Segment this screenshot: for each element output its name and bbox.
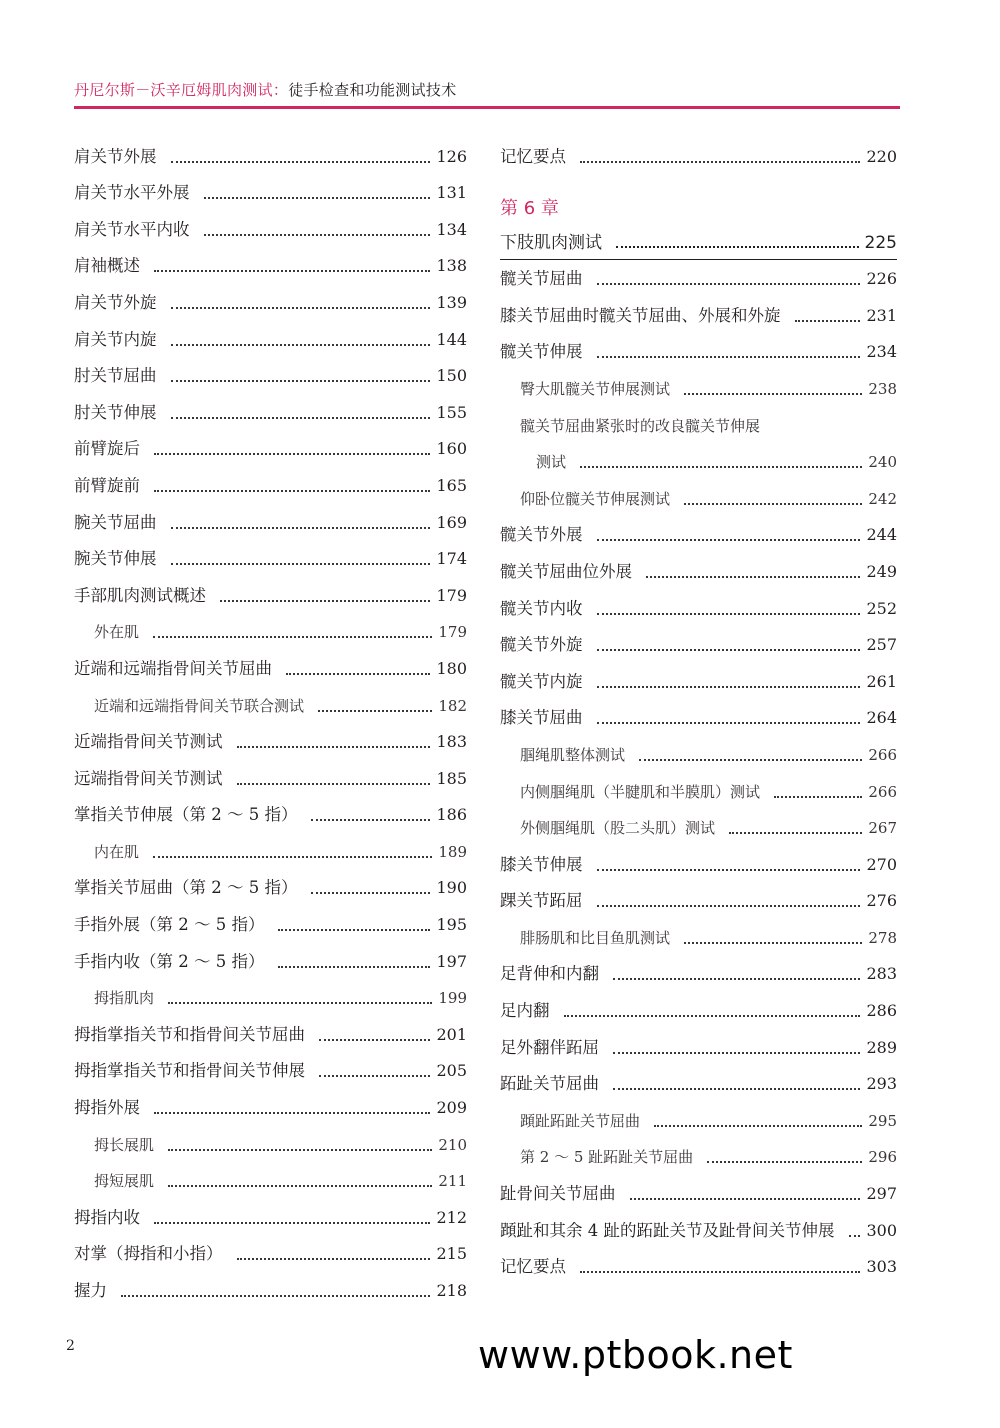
toc-entry-label: 拇指外展 <box>74 1098 140 1118</box>
toc-entry[interactable] <box>500 1174 897 1211</box>
toc-entry-label: 肩关节内旋 <box>74 329 157 349</box>
dot-leader <box>311 892 430 894</box>
dot-leader <box>597 613 861 615</box>
toc-entry-page: 295 <box>868 1111 897 1130</box>
toc-entry[interactable] <box>500 296 897 333</box>
toc-entry-label: 膝关节屈曲时髋关节屈曲、外展和外旋 <box>500 305 781 325</box>
toc-entry[interactable] <box>74 942 467 979</box>
dot-leader <box>597 356 861 358</box>
toc-entry-label: 臀大肌髋关节伸展测试 <box>520 379 671 398</box>
toc-entry-page: 179 <box>438 623 467 642</box>
toc-entry-page: 197 <box>436 951 467 971</box>
dot-leader <box>171 563 431 565</box>
toc-entry[interactable] <box>500 137 897 174</box>
toc-entry-label: 仰卧位髋关节伸展测试 <box>520 489 671 508</box>
toc-entry-page: 138 <box>436 256 467 276</box>
toc-entry[interactable] <box>74 1271 467 1308</box>
toc-entry[interactable] <box>74 832 467 869</box>
toc-entry-label: 膝关节屈曲 <box>500 708 583 728</box>
toc-entry[interactable] <box>74 283 467 320</box>
toc-entry[interactable] <box>500 369 897 406</box>
dot-leader <box>278 966 430 968</box>
dot-leader <box>168 1002 432 1004</box>
toc-entry-label: 拇指内收 <box>74 1207 140 1227</box>
dot-leader <box>154 1112 430 1114</box>
toc-entry[interactable] <box>74 723 467 760</box>
chapter-number: 第 6 章 <box>500 197 559 219</box>
running-header <box>74 80 900 109</box>
toc-entry-page: 242 <box>868 489 897 508</box>
toc-entry[interactable] <box>500 1065 897 1102</box>
toc-entry-label: 腕关节屈曲 <box>74 512 157 532</box>
toc-entry-page: 266 <box>868 782 897 801</box>
watermark: www.ptbook.net <box>478 1333 793 1377</box>
toc-entry[interactable] <box>500 443 897 480</box>
toc-entry-label: 对掌（拇指和小指） <box>74 1244 223 1264</box>
toc-entry[interactable] <box>74 869 467 906</box>
dot-leader <box>580 1271 860 1273</box>
dot-leader <box>286 673 430 675</box>
toc-entry[interactable] <box>500 1028 897 1065</box>
dot-leader <box>153 636 432 638</box>
toc-entry-page: 240 <box>868 453 897 472</box>
toc-entry-label: 足背伸和内翻 <box>500 964 599 984</box>
toc-entry[interactable] <box>500 406 897 443</box>
toc-entry-page: 183 <box>436 732 467 752</box>
toc-entry-label: 蹞趾跖趾关节屈曲 <box>520 1111 641 1130</box>
toc-entry-label: 肩关节外展 <box>74 146 157 166</box>
toc-entry-page: 296 <box>868 1148 897 1167</box>
toc-entry[interactable] <box>74 137 467 174</box>
toc-entry-page: 169 <box>436 512 467 532</box>
toc-entry-label: 踝关节跖屈 <box>500 891 583 911</box>
toc-entry-label: 掌指关节伸展（第 2 ～ 5 指） <box>74 805 298 825</box>
toc-entry-label: 第 2 ～ 5 趾跖趾关节屈曲 <box>520 1148 694 1167</box>
dot-leader <box>795 320 861 322</box>
toc-entry-label: 肩关节外旋 <box>74 292 157 312</box>
dot-leader <box>171 307 431 309</box>
toc-entry-page: 182 <box>438 696 467 715</box>
dot-leader <box>597 905 861 907</box>
toc-entry-page: 270 <box>866 854 897 874</box>
toc-entry-label: 内侧腘绳肌（半腱肌和半膜肌）测试 <box>520 782 761 801</box>
toc-entry[interactable] <box>500 1101 897 1138</box>
toc-entry[interactable] <box>74 174 467 211</box>
toc-entry[interactable] <box>74 1088 467 1125</box>
toc-entry-label: 掌指关节屈曲（第 2 ～ 5 指） <box>74 878 298 898</box>
toc-entry-label: 近端和远端指骨间关节联合测试 <box>94 696 305 715</box>
toc-entry[interactable] <box>74 576 467 613</box>
dot-leader <box>204 197 431 199</box>
toc-entry-label: 髋关节屈曲 <box>500 269 583 289</box>
toc-entry[interactable] <box>500 845 897 882</box>
page-number: 2 <box>66 1338 75 1354</box>
toc-entry-label: 拇指肌肉 <box>94 989 155 1008</box>
toc-entry[interactable] <box>500 1138 897 1175</box>
toc-entry-page: 201 <box>436 1024 467 1044</box>
toc-entry-page: 276 <box>866 891 897 911</box>
dot-leader <box>168 1185 432 1187</box>
dot-leader <box>849 1235 861 1237</box>
toc-entry[interactable] <box>500 882 897 919</box>
toc-entry-page: 300 <box>866 1220 897 1240</box>
toc-entry-page: 261 <box>866 671 897 691</box>
toc-entry-page: 174 <box>436 549 467 569</box>
dot-leader <box>237 1258 431 1260</box>
toc-entry[interactable] <box>74 430 467 467</box>
dot-leader <box>154 1222 430 1224</box>
toc-entry-label: 髋关节内收 <box>500 598 583 618</box>
toc-entry[interactable] <box>74 466 467 503</box>
toc-left-column <box>74 137 467 1308</box>
toc-entry[interactable] <box>74 503 467 540</box>
toc-entry-page: 303 <box>866 1257 897 1277</box>
toc-entry-page: 297 <box>866 1184 897 1204</box>
dot-leader <box>597 722 861 724</box>
toc-entry[interactable] <box>74 979 467 1016</box>
toc-entry-page: 249 <box>866 561 897 581</box>
toc-entry-page: 226 <box>866 269 897 289</box>
toc-entry-label: 手指外展（第 2 ～ 5 指） <box>74 915 265 935</box>
toc-entry-label: 肩关节水平内收 <box>74 219 190 239</box>
dot-leader <box>580 466 862 468</box>
dot-leader <box>154 490 430 492</box>
toc-entry-page: 283 <box>866 964 897 984</box>
toc-entry-label: 握力 <box>74 1281 107 1300</box>
toc-entry[interactable] <box>500 809 897 846</box>
toc-entry-page: 244 <box>866 525 897 545</box>
toc-entry-page: 150 <box>436 366 467 386</box>
toc-entry-label: 肘关节伸展 <box>74 402 157 422</box>
toc-entry[interactable] <box>500 333 897 370</box>
dot-leader <box>597 686 861 688</box>
toc-entry-page: 131 <box>436 183 467 203</box>
toc-entry-page: 186 <box>436 805 467 825</box>
chapter-title: 下肢肌肉测试 <box>500 232 602 253</box>
dot-leader <box>171 161 431 163</box>
toc-entry-label: 髋关节外旋 <box>500 635 583 655</box>
toc-entry-label: 蹞趾和其余 4 趾的跖趾关节及趾骨间关节伸展 <box>500 1220 835 1240</box>
toc-entry[interactable] <box>500 479 897 516</box>
toc-entry[interactable] <box>74 1162 467 1199</box>
toc-entry-page: 195 <box>436 915 467 935</box>
dot-leader <box>613 1088 860 1090</box>
toc-entry-label: 趾骨间关节屈曲 <box>500 1184 616 1204</box>
dot-leader <box>684 393 862 395</box>
toc-entry-page: 185 <box>436 768 467 788</box>
toc-entry-page: 160 <box>436 439 467 459</box>
toc-entry[interactable] <box>74 1235 467 1272</box>
toc-entry-page: 289 <box>866 1037 897 1057</box>
toc-entry[interactable] <box>74 357 467 394</box>
toc-entry-page: 189 <box>438 842 467 861</box>
dot-leader <box>154 453 430 455</box>
toc-entry[interactable] <box>74 686 467 723</box>
dot-leader <box>616 246 859 248</box>
toc-entry-page: 165 <box>436 475 467 495</box>
toc-entry-page: 210 <box>438 1135 467 1154</box>
toc-entry-label: 手指内收（第 2 ～ 5 指） <box>74 951 265 971</box>
toc-entry[interactable] <box>500 552 897 589</box>
toc-entry-label: 拇短展肌 <box>94 1172 155 1191</box>
toc-entry-label: 远端指骨间关节测试 <box>74 768 223 788</box>
toc-entry-label: 手部肌肉测试概述 <box>74 585 206 605</box>
toc-entry-label: 髋关节屈曲位外展 <box>500 561 632 581</box>
toc-entry[interactable] <box>500 1248 897 1285</box>
toc-entry-page: 231 <box>866 305 897 325</box>
dot-leader <box>171 344 431 346</box>
chapter-page: 225 <box>864 232 897 253</box>
toc-entry-label: 腕关节伸展 <box>74 549 157 569</box>
toc-entry-label: 拇指掌指关节和指骨间关节屈曲 <box>74 1024 305 1044</box>
toc-entry-page: 144 <box>436 329 467 349</box>
dot-leader <box>597 649 861 651</box>
toc-entry[interactable] <box>74 905 467 942</box>
toc-entry-label: 外在肌 <box>94 623 140 642</box>
dot-leader <box>319 1075 430 1077</box>
toc-entry-page: 252 <box>866 598 897 618</box>
toc-entry-label: 测试 <box>536 453 567 472</box>
dot-leader <box>707 1161 862 1163</box>
chapter-title-entry[interactable] <box>500 224 897 260</box>
toc-entry[interactable] <box>74 1125 467 1162</box>
toc-entry-page: 293 <box>866 1074 897 1094</box>
dot-leader <box>580 161 860 163</box>
toc-entry-label: 髋关节外展 <box>500 525 583 545</box>
toc-entry-page: 238 <box>868 379 897 398</box>
toc-entry-page: 209 <box>436 1098 467 1118</box>
dot-leader <box>684 942 862 944</box>
toc-entry-label: 髋关节伸展 <box>500 342 583 362</box>
toc-entry-label: 记忆要点 <box>500 1257 566 1277</box>
toc-entry-label: 近端指骨间关节测试 <box>74 732 223 752</box>
dot-leader <box>597 283 861 285</box>
toc-entry[interactable] <box>500 662 897 699</box>
dot-leader <box>646 576 860 578</box>
toc-entry[interactable] <box>74 796 467 833</box>
toc-entry[interactable] <box>500 699 897 736</box>
toc-entry-label: 肩关节水平外展 <box>74 183 190 203</box>
toc-entry-page: 199 <box>438 989 467 1008</box>
dot-leader <box>630 1198 861 1200</box>
toc-entry-page: 179 <box>436 585 467 605</box>
toc-entry[interactable] <box>74 1052 467 1089</box>
dot-leader <box>597 539 861 541</box>
toc-entry-page: 267 <box>868 819 897 838</box>
dot-leader <box>153 856 432 858</box>
toc-entry[interactable] <box>74 1198 467 1235</box>
dot-leader <box>318 710 432 712</box>
toc-entry-page: 218 <box>436 1281 467 1300</box>
toc-entry-label: 髋关节屈曲紧张时的改良髋关节伸展 <box>520 416 761 435</box>
dot-leader <box>121 1295 430 1297</box>
toc-entry-page: 234 <box>866 342 897 362</box>
dot-leader <box>278 929 430 931</box>
toc-entry-page: 286 <box>866 1001 897 1021</box>
header-rule <box>74 106 900 109</box>
dot-leader <box>171 380 431 382</box>
dot-leader <box>654 1125 862 1127</box>
toc-entry[interactable] <box>74 393 467 430</box>
toc-entry-page: 190 <box>436 878 467 898</box>
toc-entry-page: 266 <box>868 745 897 764</box>
dot-leader <box>171 527 431 529</box>
toc-entry[interactable] <box>500 991 897 1028</box>
toc-entry-label: 内在肌 <box>94 842 140 861</box>
book-title-main: 丹尼尔斯－沃辛厄姆肌肉测试： <box>74 81 289 99</box>
toc-entry[interactable] <box>74 759 467 796</box>
toc-entry-page: 211 <box>438 1172 467 1191</box>
toc-entry[interactable] <box>500 626 897 663</box>
toc-entry-label: 拇指掌指关节和指骨间关节伸展 <box>74 1061 305 1081</box>
toc-entry-page: 134 <box>436 219 467 239</box>
toc-entry-label: 髋关节内旋 <box>500 671 583 691</box>
toc-entry-page: 126 <box>436 146 467 166</box>
dot-leader <box>597 869 861 871</box>
toc-entry-label: 膝关节伸展 <box>500 854 583 874</box>
toc-entry-label: 跖趾关节屈曲 <box>500 1074 599 1094</box>
toc-entry-page: 155 <box>436 402 467 422</box>
toc-entry-page: 212 <box>436 1207 467 1227</box>
toc-entry-page: 264 <box>866 708 897 728</box>
toc-entry-page: 257 <box>866 635 897 655</box>
toc-entry[interactable] <box>74 320 467 357</box>
book-title-subtitle: 徒手检查和功能测试技术 <box>288 81 457 99</box>
toc-entry[interactable] <box>74 1015 467 1052</box>
toc-right-column <box>500 137 897 1284</box>
toc-entry-label: 拇长展肌 <box>94 1135 155 1154</box>
toc-entry-label: 外侧腘绳肌（股二头肌）测试 <box>520 819 716 838</box>
toc-entry[interactable] <box>500 918 897 955</box>
dot-leader <box>729 832 862 834</box>
toc-entry[interactable] <box>74 613 467 650</box>
toc-entry[interactable] <box>500 260 897 297</box>
toc-entry-page: 139 <box>436 292 467 312</box>
dot-leader <box>774 796 862 798</box>
dot-leader <box>684 503 862 505</box>
toc-entry[interactable] <box>500 589 897 626</box>
dot-leader <box>168 1149 432 1151</box>
toc-entry[interactable] <box>500 735 897 772</box>
dot-leader <box>204 234 431 236</box>
toc-entry-label: 肘关节屈曲 <box>74 366 157 386</box>
toc-entry-page: 205 <box>436 1061 467 1081</box>
dot-leader <box>171 417 431 419</box>
toc-entry-label: 肩袖概述 <box>74 256 140 276</box>
dot-leader <box>639 759 862 761</box>
dot-leader <box>319 1039 430 1041</box>
toc-entry-label: 前臂旋后 <box>74 439 140 459</box>
toc-entry[interactable] <box>74 649 467 686</box>
dot-leader <box>311 819 430 821</box>
toc-entry-label: 足外翻伴跖屈 <box>500 1037 599 1057</box>
dot-leader <box>564 1015 861 1017</box>
toc-entry-label: 足内翻 <box>500 1001 550 1021</box>
toc-entry-label: 记忆要点 <box>500 146 566 166</box>
toc-entry-page: 180 <box>436 658 467 678</box>
toc-entry[interactable] <box>500 955 897 992</box>
dot-leader <box>613 978 860 980</box>
toc-entry-label: 前臂旋前 <box>74 475 140 495</box>
toc-entry-label: 腘绳肌整体测试 <box>520 745 626 764</box>
toc-entry-label: 近端和远端指骨间关节屈曲 <box>74 658 272 678</box>
dot-leader <box>154 270 430 272</box>
toc-entry-label: 腓肠肌和比目鱼肌测试 <box>520 928 671 947</box>
toc-entry[interactable] <box>500 516 897 553</box>
dot-leader <box>613 1052 860 1054</box>
dot-leader <box>220 600 430 602</box>
dot-leader <box>237 746 431 748</box>
toc-entry[interactable] <box>500 1211 897 1248</box>
toc-entry[interactable] <box>500 772 897 809</box>
toc-entry[interactable] <box>74 540 467 577</box>
book-title <box>74 80 900 100</box>
toc-entry-page: 278 <box>868 928 897 947</box>
toc-entry[interactable] <box>74 247 467 284</box>
dot-leader <box>237 783 431 785</box>
toc-entry-page: 215 <box>436 1244 467 1264</box>
toc-entry-page: 220 <box>866 146 897 166</box>
toc-entry[interactable] <box>74 210 467 247</box>
